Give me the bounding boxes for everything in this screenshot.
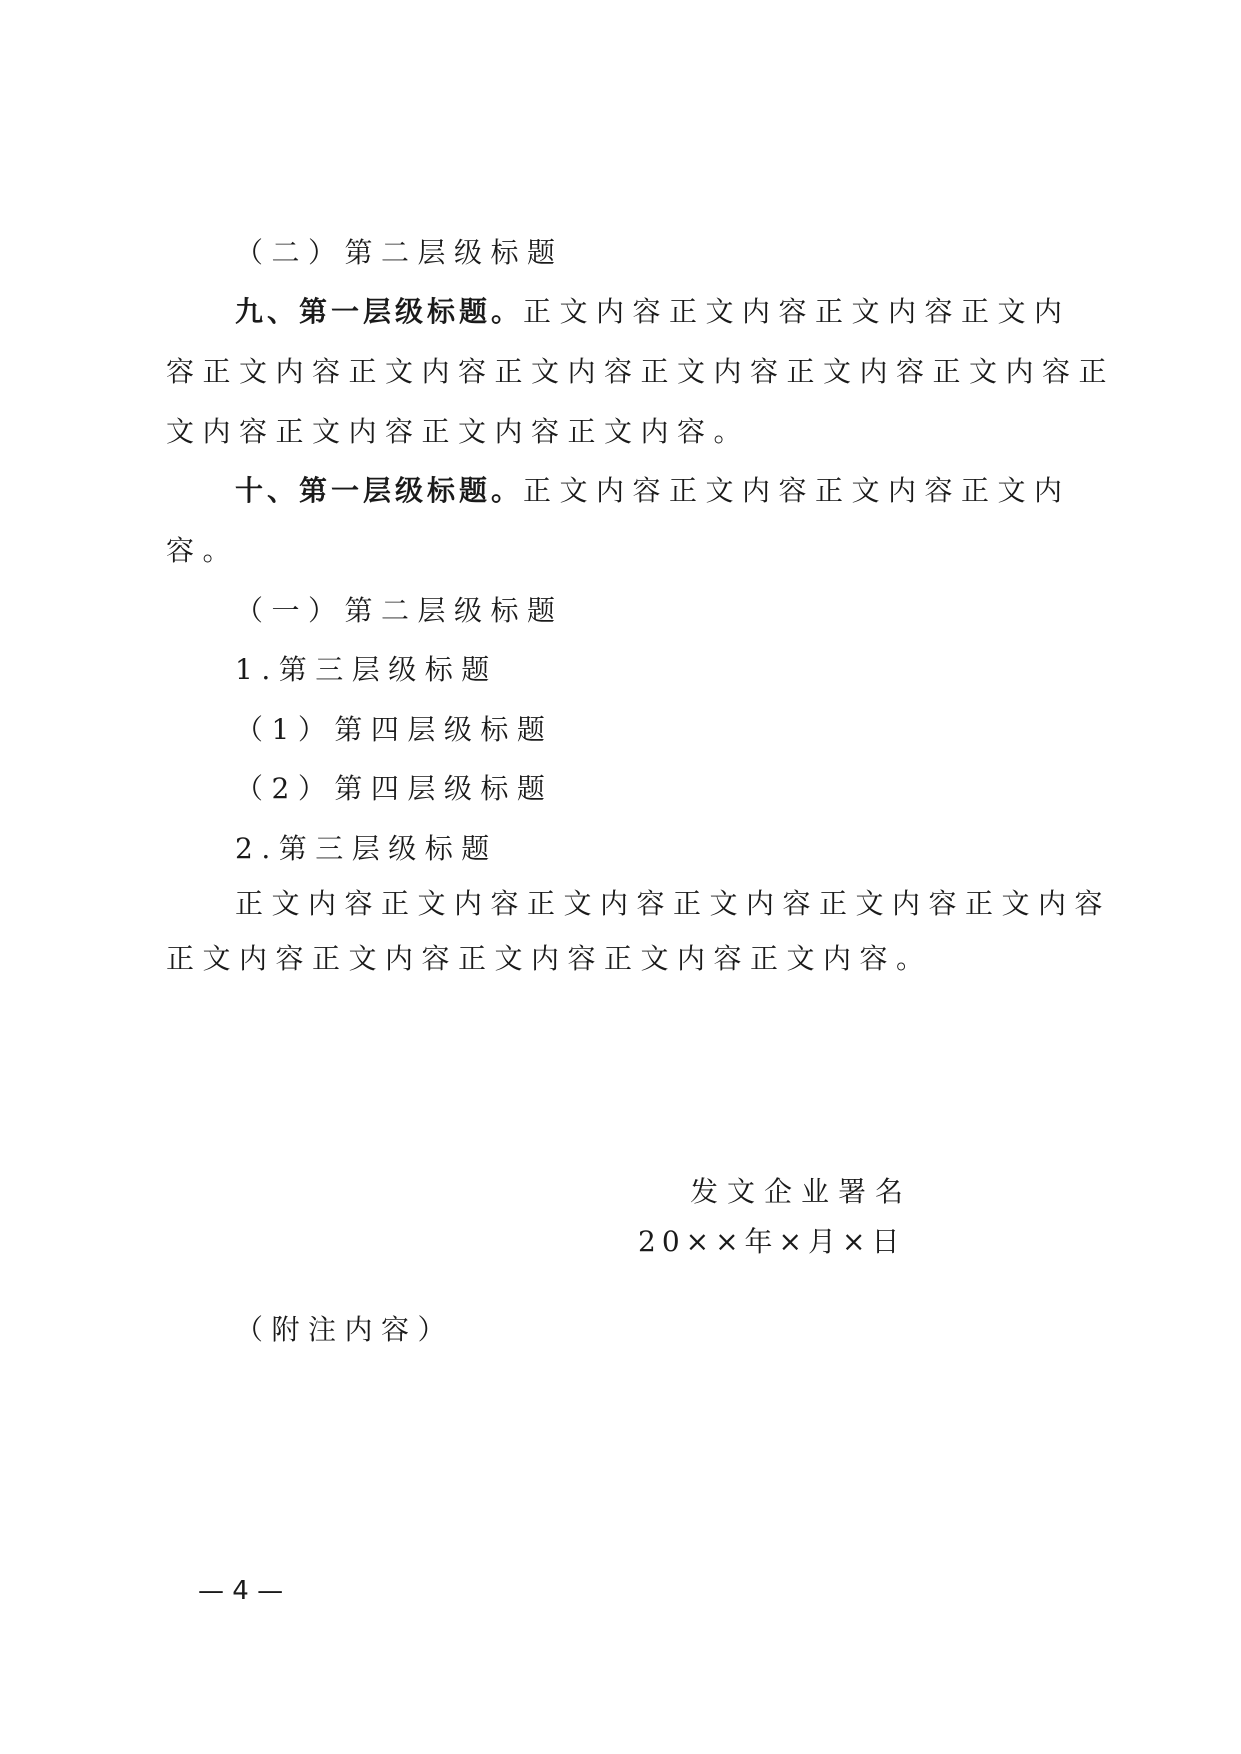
paragraph-ten-line2: 容。 bbox=[166, 534, 240, 567]
body-paragraph-line1: 正文内容正文内容正文内容正文内容正文内容正文内容 bbox=[235, 887, 1112, 920]
level1-heading-ten: 十、第一层级标题。 bbox=[235, 474, 524, 507]
annotation-note: （附注内容） bbox=[235, 1313, 455, 1346]
level3-heading: 1.第三层级标题 bbox=[235, 653, 498, 686]
paragraph-nine-line2: 容正文内容正文内容正文内容正文内容正文内容正文内容正 bbox=[166, 355, 1116, 388]
signature-company: 发文企业署名 bbox=[690, 1175, 913, 1208]
body-text: 正文内容正文内容正文内容正文内 bbox=[523, 295, 1071, 328]
page-number: — 4 — bbox=[198, 1576, 284, 1606]
signature-date: 20××年×月×日 bbox=[638, 1225, 906, 1258]
paragraph-ten-line1 bbox=[235, 471, 1078, 511]
level1-heading-nine: 九、第一层级标题。 bbox=[235, 295, 524, 328]
level4-heading: （1）第四层级标题 bbox=[235, 713, 554, 746]
body-text: 正文内容正文内容正文内容正文内 bbox=[523, 474, 1071, 507]
paragraph-nine-line3: 文内容正文内容正文内容正文内容。 bbox=[166, 415, 751, 448]
level4-heading: （2）第四层级标题 bbox=[235, 772, 554, 805]
level2-heading: （一）第二层级标题 bbox=[235, 594, 564, 627]
paragraph-nine-line1 bbox=[235, 292, 1078, 332]
level2-heading: （二）第二层级标题 bbox=[235, 236, 564, 269]
level3-heading: 2.第三层级标题 bbox=[235, 832, 498, 865]
body-paragraph-line2: 正文内容正文内容正文内容正文内容正文内容。 bbox=[166, 942, 933, 975]
